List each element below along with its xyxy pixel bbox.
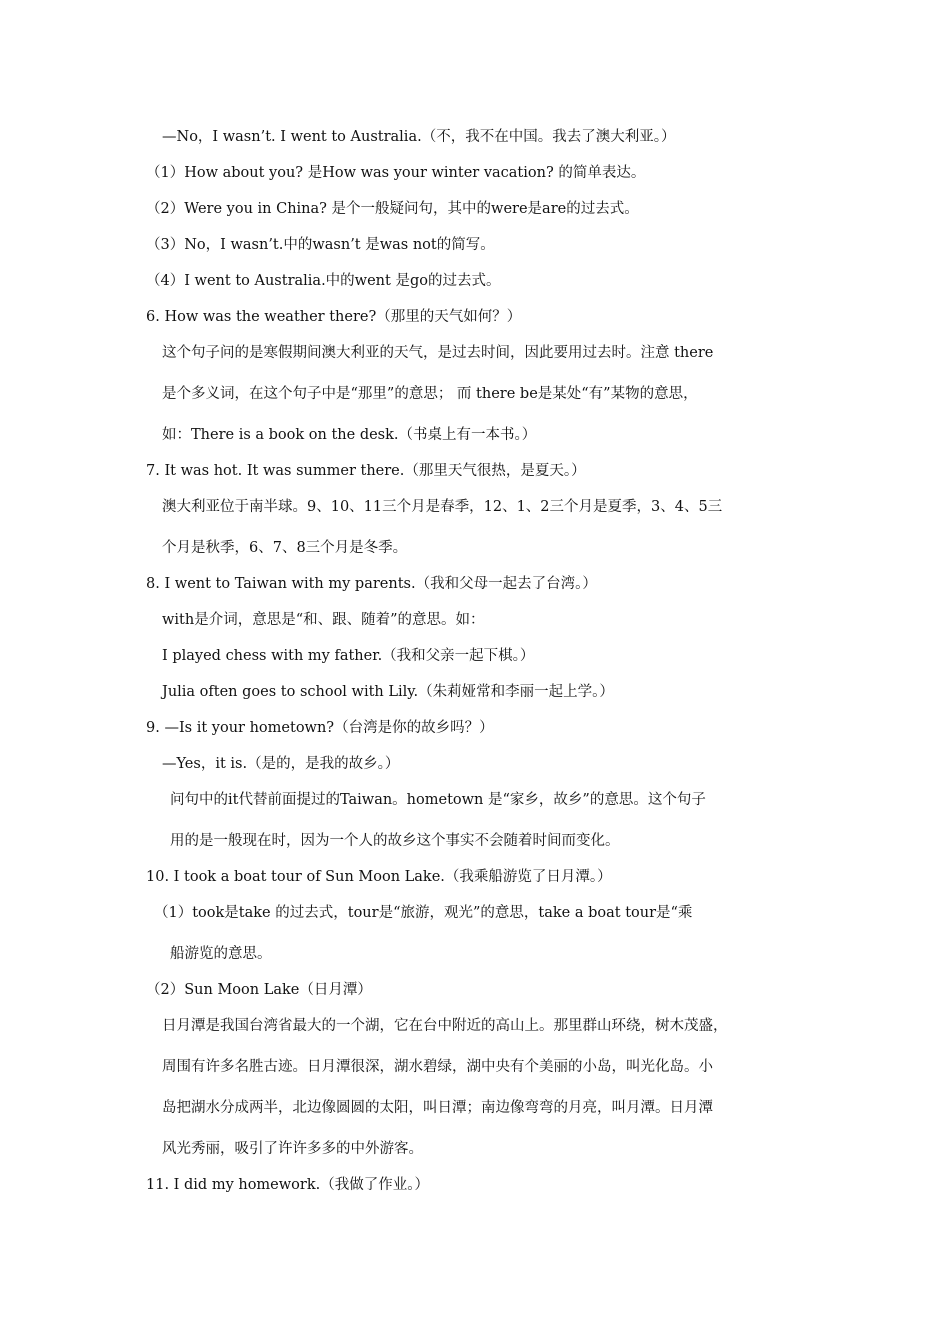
text-line: 个月是秋季，6、7、8三个月是冬季。 [162,540,408,556]
heading-line: 9. —Is it your hometown?（台湾是你的故乡吗？） [146,720,494,736]
text-line: Julia often goes to school with Lily.（朱莉娅常和李丽一起上学。） [162,684,614,700]
text-line: 风光秀丽，吸引了许许多多的中外游客。 [162,1141,423,1157]
heading-line: 6. How was the weather there?（那里的天气如何？） [146,309,522,325]
text-line: （1）took是take 的过去式，tour是“旅游，观光”的意思，take a boat tour是“乘 [154,905,693,921]
text-line: 船游览的意思。 [170,946,272,962]
text-line: 是个多义词，在这个句子中是“那里”的意思； 而 there be是某处“有”某物的意思， [162,386,698,402]
text-line: —No，I wasn’t. I went to Australia.（不，我不在中国。我去了澳大利亚。） [162,129,676,145]
heading-line: 11. I did my homework.（我做了作业。） [146,1177,429,1193]
text-line: 日月潭是我国台湾省最大的一个湖，它在台中附近的高山上。那里群山环绕，树木茂盛， [162,1018,728,1034]
text-line: —Yes，it is.（是的，是我的故乡。） [162,756,400,772]
heading-line: 10. I took a boat tour of Sun Moon Lake.（我乘船游览了日月潭。） [146,869,612,885]
text-line: 问句中的it代替前面提过的Taiwan。hometown 是“家乡，故乡”的意思。这个句子 [170,792,706,808]
text-line: 用的是一般现在时，因为一个人的故乡这个事实不会随着时间而变化。 [170,833,620,849]
text-line: 岛把湖水分成两半，北边像圆圆的太阳，叫日潭；南边像弯弯的月亮，叫月潭。日月潭 [162,1100,713,1116]
text-line: 如：There is a book on the desk.（书桌上有一本书。） [162,427,537,443]
text-line: 这个句子问的是寒假期间澳大利亚的天气，是过去时间，因此要用过去时。注意 there [162,345,714,361]
text-line: （2）Were you in China? 是个一般疑问句，其中的were是are的过去式。 [146,201,639,217]
text-line: （3）No，I wasn’t.中的wasn’t 是was not的简写。 [146,237,495,253]
text-line: 澳大利亚位于南半球。9、10、11三个月是春季，12、1、2三个月是夏季，3、4、5三 [162,499,723,515]
text-line: with是介词，意思是“和、跟、随着”的意思。如： [162,612,485,628]
text-line: 周围有许多名胜古迹。日月潭很深，湖水碧绿，湖中央有个美丽的小岛，叫光化岛。小 [162,1059,713,1075]
text-line: （2）Sun Moon Lake（日月潭） [146,982,372,998]
text-line: （4）I went to Australia.中的went 是go的过去式。 [146,273,501,289]
heading-line: 7. It was hot. It was summer there.（那里天气很热，是夏天。） [146,463,586,479]
text-line: I played chess with my father.（我和父亲一起下棋。） [162,648,535,664]
heading-line: 8. I went to Taiwan with my parents.（我和父母一起去了台湾。） [146,576,597,592]
text-line: （1）How about you? 是How was your winter vacation? 的简单表达。 [146,165,646,181]
